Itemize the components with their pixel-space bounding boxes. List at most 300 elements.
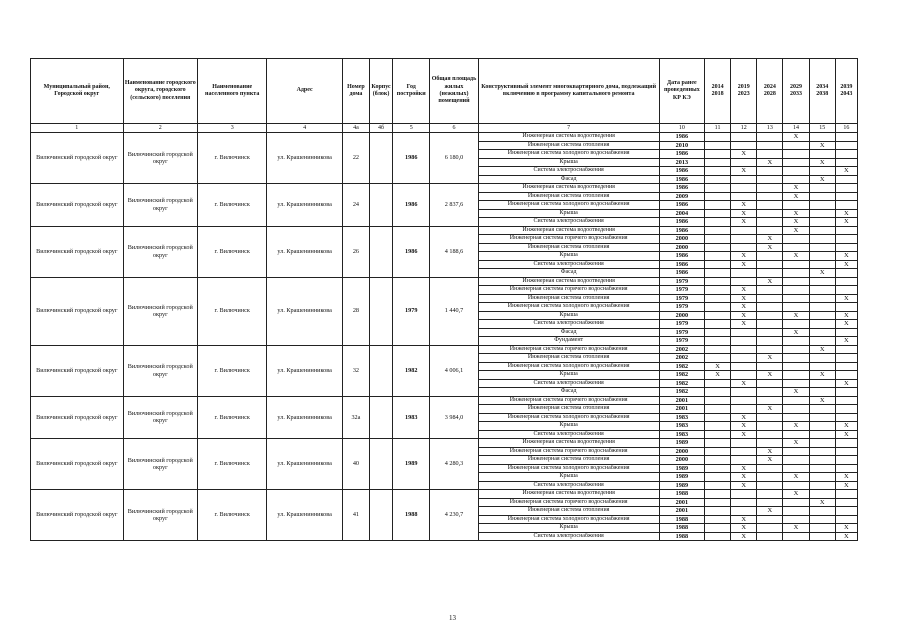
period-mark-cell [757,388,783,397]
period-mark-cell [731,226,757,235]
period-mark-cell [757,515,783,524]
period-mark-cell [809,328,835,337]
element-cell: Инженерная система горячего водоснабжения [478,286,659,295]
period-mark-cell: X [731,481,757,490]
building-cell [370,226,393,277]
element-cell: Инженерная система холодного водоснабжения [478,362,659,371]
period-mark-cell [731,243,757,252]
period-mark-cell [809,303,835,312]
col-municipal-district: Муниципальный район, Городской округ [31,59,124,124]
period-mark-cell [835,303,857,312]
element-cell: Система электроснабжения [478,320,659,329]
period-mark-cell [704,209,730,218]
period-mark-cell [704,158,730,167]
period-mark-cell [731,235,757,244]
column-number-row [31,124,858,133]
period-mark-cell: X [757,507,783,516]
area-cell: 3 984,0 [430,396,478,439]
period-mark-cell: X [783,311,809,320]
period-mark-cell [835,269,857,278]
prior-repair-cell: 1979 [659,337,704,346]
period-mark-cell [704,532,730,541]
street-cell: ул. Крашенинникова [267,345,342,396]
period-mark-cell [757,286,783,295]
element-cell: Система электроснабжения [478,167,659,176]
period-mark-cell [704,490,730,499]
period-mark-cell [757,490,783,499]
prior-repair-cell: 1989 [659,464,704,473]
period-mark-cell: X [783,252,809,261]
period-mark-cell [783,456,809,465]
period-mark-cell [757,303,783,312]
period-mark-cell [731,507,757,516]
element-cell: Инженерная система холодного водоснабжения [478,464,659,473]
column-number: 5 [393,124,430,133]
element-cell: Система электроснабжения [478,260,659,269]
locality-cell: г. Вилючинск [197,439,266,490]
col-settlement-name: Наименование городского округа, городского (сельского) поселения [123,59,197,124]
period-mark-cell [809,532,835,541]
period-mark-cell [809,490,835,499]
column-number: 6 [430,124,478,133]
period-mark-cell [704,337,730,346]
table-row [31,345,858,354]
period-mark-cell [757,337,783,346]
period-mark-cell [704,277,730,286]
period-mark-cell [835,371,857,380]
period-mark-cell: X [783,218,809,227]
district-cell: Вилючинский городской округ [31,490,124,541]
period-mark-cell [704,260,730,269]
period-mark-cell: X [731,379,757,388]
street-cell: ул. Крашенинникова [267,277,342,345]
period-mark-cell [809,167,835,176]
period-mark-cell [757,532,783,541]
street-cell: ул. Крашенинникова [267,184,342,227]
period-mark-cell: X [835,430,857,439]
table-body [31,133,858,541]
district-cell: Вилючинский городской округ [31,133,124,184]
prior-repair-cell: 2000 [659,447,704,456]
period-mark-cell [757,439,783,448]
period-mark-cell [835,413,857,422]
period-mark-cell [835,439,857,448]
period-mark-cell [731,184,757,193]
prior-repair-cell: 1979 [659,286,704,295]
building-cell [370,345,393,396]
area-cell: 2 837,6 [430,184,478,227]
element-cell: Инженерная система горячего водоснабжения [478,447,659,456]
column-number: 13 [757,124,783,133]
period-mark-cell: X [757,447,783,456]
period-mark-cell: X [835,311,857,320]
element-cell: Крыша [478,158,659,167]
prior-repair-cell: 1986 [659,133,704,142]
period-mark-cell [809,218,835,227]
column-number: 4а [342,124,369,133]
period-mark-cell [783,303,809,312]
period-mark-cell [809,456,835,465]
district-cell: Вилючинский городской округ [31,226,124,277]
period-mark-cell: X [731,286,757,295]
period-mark-cell [809,481,835,490]
build-year-cell: 1986 [393,226,430,277]
period-mark-cell: X [783,226,809,235]
house-number-cell: 40 [342,439,369,490]
period-mark-cell: X [783,422,809,431]
period-mark-cell [783,269,809,278]
period-mark-cell [783,362,809,371]
element-cell: Инженерная система отопления [478,243,659,252]
prior-repair-cell: 1986 [659,150,704,159]
period-mark-cell [704,201,730,210]
period-mark-cell [757,345,783,354]
period-mark-cell [704,243,730,252]
house-number-cell: 28 [342,277,369,345]
period-mark-cell [704,303,730,312]
period-mark-cell: X [731,218,757,227]
period-mark-cell [731,328,757,337]
house-number-cell: 26 [342,226,369,277]
house-number-cell: 24 [342,184,369,227]
build-year-cell: 1988 [393,490,430,541]
house-number-cell: 32 [342,345,369,396]
build-year-cell: 1986 [393,133,430,184]
period-mark-cell [704,192,730,201]
build-year-cell: 1983 [393,396,430,439]
page-number: 13 [449,614,456,622]
period-mark-cell [783,447,809,456]
period-mark-cell [809,379,835,388]
period-mark-cell [757,167,783,176]
col-element: Конструктивный элемент многоквартирного дома, подлежащий включению в программу капитального ремонта [478,59,659,124]
period-mark-cell [835,226,857,235]
locality-cell: г. Вилючинск [197,345,266,396]
period-mark-cell [835,464,857,473]
table-row [31,490,858,499]
element-cell: Инженерная система водоотведения [478,490,659,499]
period-mark-cell [704,320,730,329]
period-mark-cell [809,337,835,346]
period-mark-cell [704,405,730,414]
repair-program-table [30,58,858,541]
period-mark-cell [835,405,857,414]
prior-repair-cell: 2009 [659,192,704,201]
period-mark-cell: X [731,167,757,176]
period-mark-cell: X [783,439,809,448]
prior-repair-cell: 2001 [659,405,704,414]
period-mark-cell: X [731,252,757,261]
period-mark-cell: X [835,473,857,482]
period-mark-cell [809,133,835,142]
period-mark-cell [757,192,783,201]
area-cell: 4 006,1 [430,345,478,396]
col-house-number: Номер дома [342,59,369,124]
period-mark-cell [704,498,730,507]
element-cell: Инженерная система отопления [478,507,659,516]
period-mark-cell [731,388,757,397]
period-mark-cell: X [835,481,857,490]
period-mark-cell [783,515,809,524]
period-mark-cell [809,192,835,201]
period-mark-cell: X [835,532,857,541]
period-mark-cell [835,286,857,295]
prior-repair-cell: 1983 [659,430,704,439]
period-mark-cell [757,379,783,388]
build-year-cell: 1982 [393,345,430,396]
period-mark-cell [783,481,809,490]
element-cell: Инженерная система водоотведения [478,133,659,142]
element-cell: Крыша [478,371,659,380]
period-mark-cell [835,277,857,286]
build-year-cell: 1986 [393,184,430,227]
table-row [31,396,858,405]
element-cell: Инженерная система водоотведения [478,184,659,193]
period-mark-cell [835,490,857,499]
prior-repair-cell: 1986 [659,184,704,193]
period-mark-cell [731,405,757,414]
prior-repair-cell: 1986 [659,175,704,184]
period-mark-cell [757,396,783,405]
col-locality-name: Наименование населенного пункта [197,59,266,124]
period-mark-cell: X [783,133,809,142]
period-mark-cell [809,447,835,456]
period-mark-cell: X [809,498,835,507]
prior-repair-cell: 1979 [659,294,704,303]
locality-cell: г. Вилючинск [197,133,266,184]
period-mark-cell [704,311,730,320]
period-mark-cell: X [704,371,730,380]
period-mark-cell [783,167,809,176]
element-cell: Инженерная система холодного водоснабжения [478,201,659,210]
period-mark-cell [757,150,783,159]
period-mark-cell [704,133,730,142]
house-number-cell: 22 [342,133,369,184]
element-cell: Инженерная система отопления [478,354,659,363]
col-period-3: 2024 2028 [757,59,783,124]
element-cell: Инженерная система отопления [478,294,659,303]
period-mark-cell [835,345,857,354]
period-mark-cell [731,354,757,363]
locality-cell: г. Вилючинск [197,226,266,277]
period-mark-cell [731,439,757,448]
building-cell [370,396,393,439]
period-mark-cell: X [809,141,835,150]
period-mark-cell [835,235,857,244]
period-mark-cell [835,133,857,142]
col-prior-repair: Дата ранее проведенных КР КЭ [659,59,704,124]
period-mark-cell [704,430,730,439]
element-cell: Фасад [478,388,659,397]
period-mark-cell: X [731,320,757,329]
period-mark-cell [835,362,857,371]
period-mark-cell [704,328,730,337]
period-mark-cell [731,175,757,184]
period-mark-cell [783,260,809,269]
period-mark-cell [809,507,835,516]
prior-repair-cell: 1982 [659,362,704,371]
period-mark-cell: X [757,158,783,167]
period-mark-cell [809,286,835,295]
period-mark-cell: X [731,532,757,541]
element-cell: Инженерная система холодного водоснабжения [478,303,659,312]
period-mark-cell [731,158,757,167]
district-cell: Вилючинский городской округ [31,345,124,396]
col-address: Адрес [267,59,342,124]
element-cell: Инженерная система холодного водоснабжения [478,515,659,524]
period-mark-cell [783,150,809,159]
prior-repair-cell: 1989 [659,481,704,490]
period-mark-cell [757,430,783,439]
period-mark-cell: X [757,235,783,244]
period-mark-cell: X [731,294,757,303]
period-mark-cell [783,294,809,303]
period-mark-cell [809,311,835,320]
column-number: 4 [267,124,342,133]
period-mark-cell: X [835,218,857,227]
period-mark-cell [783,141,809,150]
period-mark-cell [704,524,730,533]
period-mark-cell [835,388,857,397]
table-row [31,277,858,286]
period-mark-cell: X [783,184,809,193]
period-mark-cell [809,184,835,193]
element-cell: Инженерная система горячего водоснабжения [478,396,659,405]
settlement-cell: Вилючинский городской округ [123,226,197,277]
prior-repair-cell: 1986 [659,260,704,269]
period-mark-cell [704,464,730,473]
period-mark-cell [704,184,730,193]
period-mark-cell [809,294,835,303]
period-mark-cell [757,209,783,218]
element-cell: Фасад [478,175,659,184]
period-mark-cell: X [835,252,857,261]
prior-repair-cell: 2000 [659,243,704,252]
build-year-cell: 1979 [393,277,430,345]
period-mark-cell [835,515,857,524]
period-mark-cell [757,320,783,329]
prior-repair-cell: 1988 [659,532,704,541]
period-mark-cell: X [757,405,783,414]
column-number: 15 [809,124,835,133]
area-cell: 4 230,7 [430,490,478,541]
period-mark-cell [757,481,783,490]
period-mark-cell [783,320,809,329]
period-mark-cell: X [835,337,857,346]
period-mark-cell: X [731,311,757,320]
element-cell: Инженерная система водоотведения [478,439,659,448]
period-mark-cell: X [783,192,809,201]
column-number: 3 [197,124,266,133]
period-mark-cell: X [809,345,835,354]
period-mark-cell [783,175,809,184]
period-mark-cell [835,354,857,363]
period-mark-cell [809,260,835,269]
period-mark-cell [783,277,809,286]
period-mark-cell [783,498,809,507]
period-mark-cell [757,133,783,142]
period-mark-cell: X [731,430,757,439]
period-mark-cell [809,243,835,252]
period-mark-cell: X [835,167,857,176]
period-mark-cell [731,345,757,354]
period-mark-cell [704,515,730,524]
period-mark-cell [757,141,783,150]
col-period-5: 2034 2038 [809,59,835,124]
period-mark-cell [757,294,783,303]
period-mark-cell [757,201,783,210]
element-cell: Система электроснабжения [478,379,659,388]
building-cell [370,133,393,184]
period-mark-cell [809,524,835,533]
period-mark-cell: X [835,209,857,218]
element-cell: Крыша [478,311,659,320]
period-mark-cell [783,345,809,354]
settlement-cell: Вилючинский городской округ [123,439,197,490]
col-period-6: 2039 2043 [835,59,857,124]
period-mark-cell [809,320,835,329]
period-mark-cell [757,413,783,422]
prior-repair-cell: 1986 [659,167,704,176]
period-mark-cell [783,396,809,405]
period-mark-cell [704,167,730,176]
build-year-cell: 1989 [393,439,430,490]
column-number: 2 [123,124,197,133]
period-mark-cell [704,456,730,465]
period-mark-cell [809,515,835,524]
period-mark-cell: X [731,260,757,269]
period-mark-cell: X [757,371,783,380]
table-row [31,133,858,142]
period-mark-cell [704,345,730,354]
element-cell: Инженерная система холодного водоснабжения [478,150,659,159]
period-mark-cell [835,456,857,465]
district-cell: Вилючинский городской округ [31,439,124,490]
period-mark-cell [809,430,835,439]
period-mark-cell [809,354,835,363]
period-mark-cell: X [731,201,757,210]
repair-program-sheet [30,58,858,541]
period-mark-cell [704,252,730,261]
period-mark-cell [704,379,730,388]
period-mark-cell [704,269,730,278]
period-mark-cell [704,354,730,363]
settlement-cell: Вилючинский городской округ [123,184,197,227]
period-mark-cell [809,150,835,159]
prior-repair-cell: 2002 [659,354,704,363]
period-mark-cell [731,192,757,201]
period-mark-cell: X [757,277,783,286]
col-period-2: 2019 2023 [731,59,757,124]
period-mark-cell [704,507,730,516]
period-mark-cell [704,396,730,405]
period-mark-cell [809,413,835,422]
period-mark-cell [704,388,730,397]
period-mark-cell [731,371,757,380]
period-mark-cell [757,269,783,278]
col-building: Корпус (блок) [370,59,393,124]
district-cell: Вилючинский городской округ [31,277,124,345]
period-mark-cell: X [809,158,835,167]
prior-repair-cell: 2001 [659,396,704,405]
element-cell: Крыша [478,422,659,431]
period-mark-cell [704,286,730,295]
period-mark-cell [809,277,835,286]
header-row [31,59,858,124]
period-mark-cell [809,388,835,397]
element-cell: Система электроснабжения [478,532,659,541]
element-cell: Крыша [478,209,659,218]
